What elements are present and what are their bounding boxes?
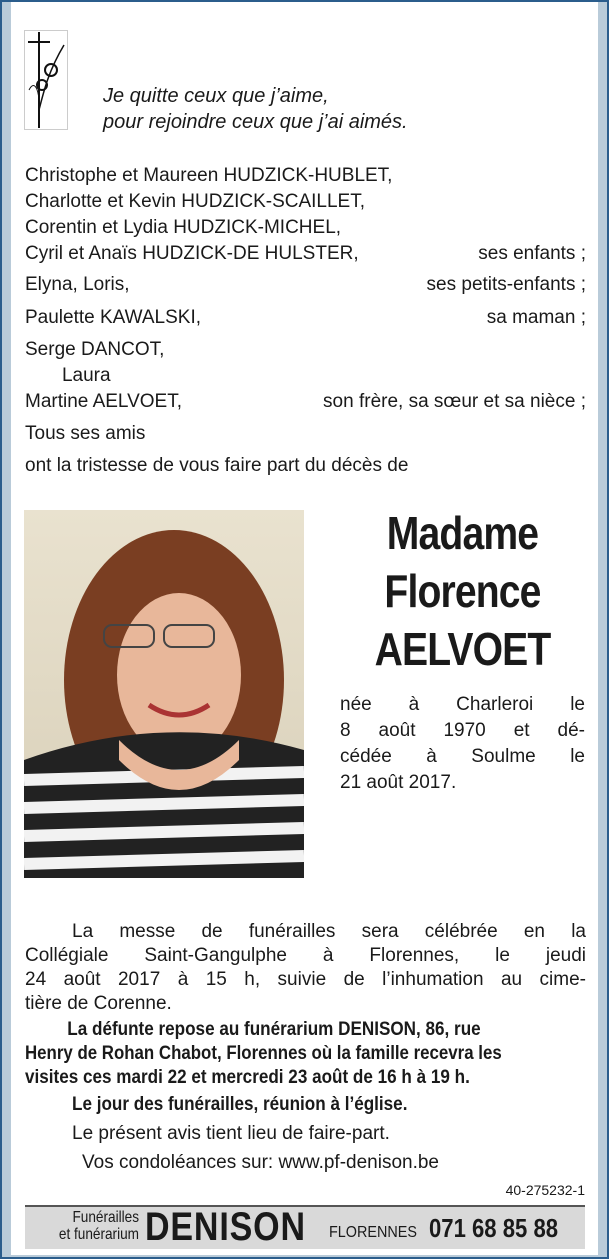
funeral-home-banner — [25, 1205, 585, 1249]
dates-line: née à Charleroi le — [340, 694, 585, 715]
family-member: Tous ses amis — [25, 423, 146, 444]
family-relation: son frère, sa sœur et sa nièce ; — [323, 391, 586, 412]
family-row — [25, 364, 586, 388]
family-member: Cyril et Anaïs HUDZICK-DE HULSTER, — [25, 243, 359, 264]
family-member: ont la tristesse de vous faire part du décès de — [25, 455, 409, 476]
family-row — [25, 306, 586, 330]
family-row — [25, 164, 586, 188]
deceased-first-name: Florence — [384, 565, 541, 617]
repose-line: visites ces mardi 22 et mercredi 23 août de 16 h à 19 h. — [25, 1067, 470, 1088]
footer-line1: Funérailles — [72, 1209, 139, 1226]
quote-line: Je quitte ceux que j’aime, — [103, 85, 329, 107]
family-member: Martine AELVOET, — [25, 391, 182, 412]
family-member: Elyna, Loris, — [25, 274, 130, 295]
family-row — [25, 216, 586, 240]
reference-number: 40-275232-1 — [505, 1182, 585, 1198]
family-row — [25, 338, 586, 362]
funeral-line: 24 août 2017 à 15 h, suivie de l’inhumation au cime- — [25, 969, 586, 990]
dates-line: cédée à Soulme le — [340, 746, 585, 767]
funeral-line: Collégiale Saint-Gangulphe à Florennes, le jeudi — [25, 945, 586, 966]
family-member: Corentin et Lydia HUDZICK-MICHEL, — [25, 217, 342, 238]
family-member: Serge DANCOT, — [25, 339, 165, 360]
family-row — [25, 273, 586, 297]
dates-paragraph — [340, 692, 585, 796]
family-relation: sa maman ; — [486, 307, 586, 328]
family-member: Paulette KAWALSKI, — [25, 307, 202, 328]
repose-line: Henry de Rohan Chabot, Florennes où la famille recevra les — [25, 1043, 502, 1064]
family-relation: ses enfants ; — [478, 243, 586, 264]
funeral-line: La messe de funérailles sera célébrée en la — [72, 921, 586, 942]
deceased-last-name: AELVOET — [374, 623, 551, 675]
footer-brand: DENISON — [145, 1205, 306, 1249]
family-row — [25, 190, 586, 214]
funeral-line: tière de Corenne. — [25, 993, 172, 1014]
deceased-photo — [24, 510, 304, 878]
family-row — [25, 422, 586, 446]
condolences-text: Vos condoléances sur: www.pf-denison.be — [82, 1152, 439, 1173]
footer-phone: 071 68 85 88 — [429, 1213, 559, 1243]
footer-city: FLORENNES — [329, 1224, 418, 1241]
deceased-title: Madame — [386, 507, 539, 559]
footer-line2: et funérarium — [58, 1226, 139, 1243]
repose-line: La défunte repose au funérarium DENISON, 86, rue — [67, 1019, 481, 1040]
dates-line: 21 août 2017. — [340, 772, 457, 793]
family-member: Laura — [25, 365, 111, 386]
repose-paragraph — [25, 1018, 586, 1090]
reunion-text: Le jour des funérailles, réunion à l’église. — [72, 1094, 408, 1115]
family-member: Charlotte et Kevin HUDZICK-SCAILLET, — [25, 191, 366, 212]
funeral-paragraph — [25, 920, 586, 1016]
notice-text: Le présent avis tient lieu de faire-part. — [72, 1123, 390, 1144]
dates-line: 8 août 1970 et dé- — [340, 720, 585, 741]
quote-line: pour rejoindre ceux que j’ai aimés. — [103, 111, 408, 133]
family-row — [25, 454, 586, 478]
family-row — [25, 242, 586, 266]
cross-flower-icon — [24, 30, 68, 130]
family-member: Christophe et Maureen HUDZICK-HUBLET, — [25, 165, 393, 186]
quote — [103, 83, 408, 135]
family-relation: ses petits-enfants ; — [426, 274, 586, 295]
family-row — [25, 390, 586, 414]
